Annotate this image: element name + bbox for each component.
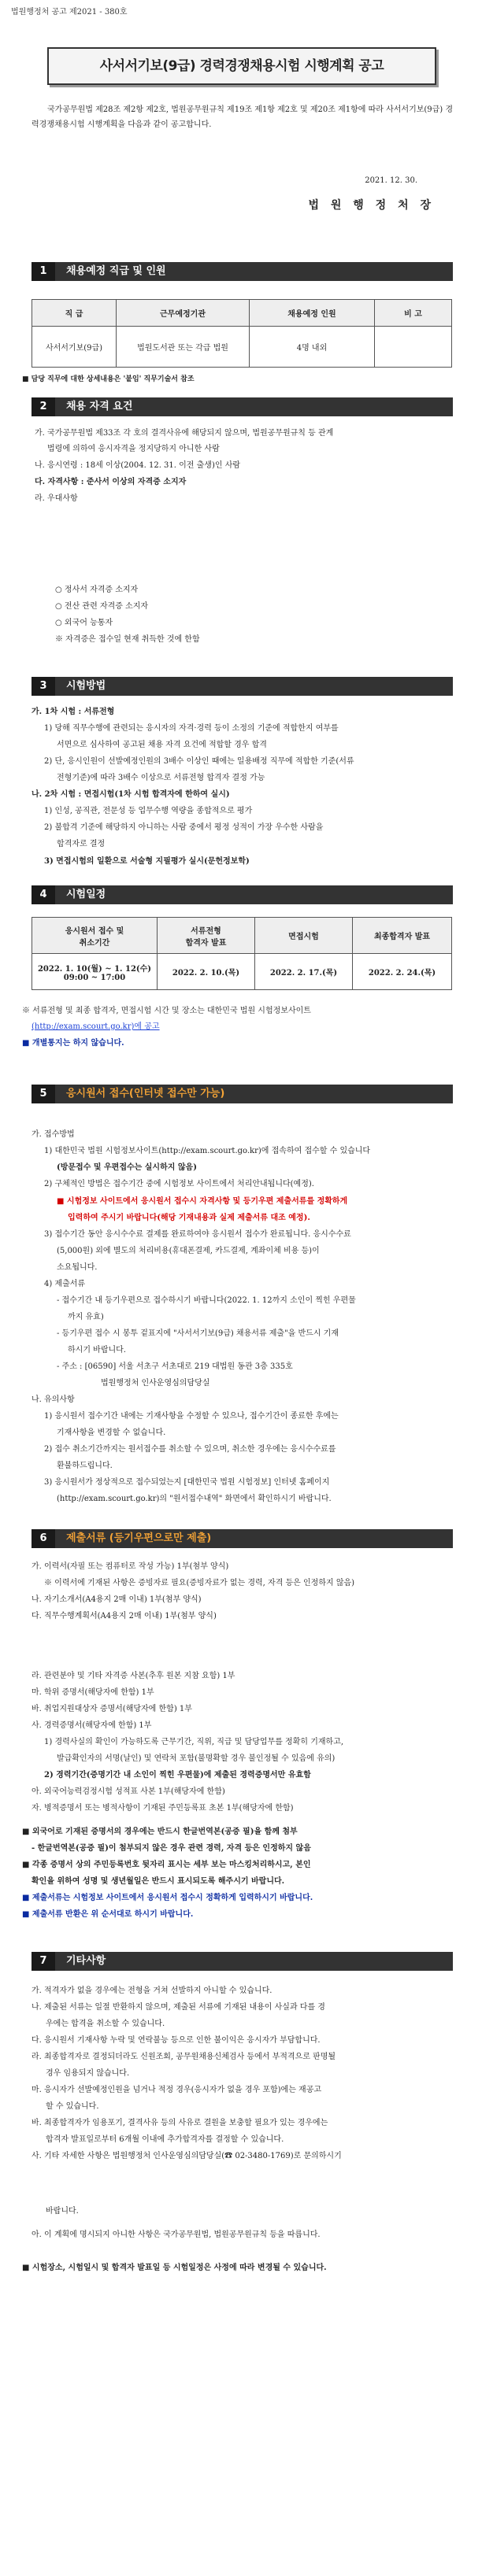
position-table <box>32 299 452 368</box>
exam-site-link[interactable]: (http://exam.scourt.go.kr)에 공고 <box>32 1022 160 1031</box>
misc-line: 나. 제출된 서류는 일절 반환하지 않으며, 제출된 서류에 기재된 내용이 사실과 다를 경 <box>32 2003 325 2012</box>
document-line: 2) 경력기간(증명기간 내 소인이 찍힌 우편물)에 제출된 경력증명서만 유효함 <box>44 1771 311 1780</box>
misc-line: 우에는 합격을 취소할 수 있습니다. <box>46 2020 165 2028</box>
application-line: 3) 접수기간 동안 응시수수료 결제를 완료하여야 응시원서 접수가 완료됩니다. 응시수수료 <box>44 1230 351 1239</box>
section-label: 시험일정 <box>66 889 106 900</box>
document-note: ■ 제출서류는 시험정보 사이트에서 응시원서 접수시 정확하게 입력하시기 바랍니다. <box>22 1894 313 1902</box>
method-line: 전형기준)에 따라 3배수 이상으로 서류전형 합격자 결정 가능 <box>57 774 265 782</box>
document-note: - 한글번역본(공증 필)이 첨부되지 않은 경우 관련 경력, 자격 등은 인정하지 않음 <box>32 1844 311 1853</box>
section-header-5 <box>32 1085 453 1103</box>
signer: 법 원 행 정 처 장 <box>308 199 435 212</box>
misc-line: 가. 적격자가 없을 경우에는 전형을 거쳐 선발하지 아니할 수 있습니다. <box>32 1987 273 1995</box>
method-line: 합격자로 결정 <box>57 840 106 848</box>
section-label: 시험방법 <box>66 680 106 692</box>
application-line: 소요됩니다. <box>57 1263 98 1272</box>
misc-line: 경우 임용되지 않습니다. <box>46 2069 130 2078</box>
document-line: 마. 학위 증명서(해당자에 한함) 1부 <box>32 1688 154 1697</box>
announcement-number: 법원행정처 공고 제2021 - 380호 <box>11 8 128 17</box>
document-line: 사. 경력증명서(해당자에 한함) 1부 <box>32 1721 152 1730</box>
eligibility-line: 나. 응시연령 : 18세 이상(2004. 12. 31. 이전 출생)인 사람 <box>35 461 241 470</box>
section-number: 7 <box>32 1952 55 1971</box>
application-line: 2) 접수 취소기간까지는 원서접수를 취소할 수 있으며, 취소한 경우에는 응시수수료를 <box>44 1445 336 1454</box>
application-line: 하시기 바랍니다. <box>68 1346 126 1355</box>
section-label: 채용 자격 요건 <box>66 401 133 412</box>
document-line: 라. 관련분야 및 기타 자격증 사본(추후 원본 지참 요함) 1부 <box>32 1672 235 1680</box>
table-cell: 2022. 2. 24.(목) <box>353 954 452 990</box>
document-line: 자. 병적증명서 또는 병적사항이 기재된 주민등록표 초본 1부(해당자에 한함) <box>32 1804 294 1813</box>
document-line: 다. 직무수행계획서(A4용지 2매 이내) 1부(첨부 양식) <box>32 1612 217 1621</box>
document-line: 바. 취업지원대상자 증명서(해당자에 한함) 1부 <box>32 1705 192 1713</box>
application-line: 가. 접수방법 <box>32 1130 75 1139</box>
application-line: 1) 대한민국 법원 시험정보사이트(http://exam.scourt.go.kr)에 접속하여 접수할 수 있습니다 <box>44 1147 371 1155</box>
application-line: 4) 제출서류 <box>44 1280 86 1288</box>
method-line: 나. 2차 시험 : 면접시험(1차 시험 합격자에 한하여 실시) <box>32 790 230 799</box>
eligibility-line: ○ 외국어 능통자 <box>55 619 113 627</box>
application-line: - 접수기간 내 등기우편으로 접수하시기 바랍니다(2022. 1. 12까지 소인이 찍힌 우편물 <box>57 1296 356 1305</box>
section-number: 6 <box>32 1529 55 1548</box>
announcement-date: 2021. 12. 30. <box>365 176 417 185</box>
misc-line: 다. 응시원서 기재사항 누락 및 연락불능 등으로 인한 불이익은 응시자가 부담합니다. <box>32 2036 321 2045</box>
section-label: 제출서류 (등기우편으로만 제출) <box>66 1532 212 1544</box>
table-header: 채용예정 인원 <box>250 300 375 327</box>
misc-line: 바랍니다. <box>46 2207 79 2216</box>
section-number: 1 <box>32 262 55 281</box>
application-line: 2) 구체적인 방법은 접수기간 중에 시험정보 사이트에서 처리안내됩니다(예정). <box>44 1180 314 1188</box>
method-line: 1) 인성, 공직관, 전문성 등 업무수행 역량을 종합적으로 평가 <box>44 807 253 815</box>
document-line: 가. 이력서(자필 또는 컴퓨터로 작성 가능) 1부(첨부 양식) <box>32 1562 229 1571</box>
misc-line: 마. 응시자가 선발예정인원을 넘거나 적정 경우(응시자가 없을 경우 포함)에는 재공고 <box>32 2086 322 2094</box>
application-line: 1) 응시원서 접수기간 내에는 기재사항을 수정할 수 있으나, 접수기간이 종료한 후에는 <box>44 1412 339 1421</box>
table-cell: 사서서기보(9급) <box>32 327 117 368</box>
section-label: 응시원서 접수(인터넷 접수만 가능) <box>66 1088 225 1100</box>
application-line: (방문접수 및 우편접수는 실시하지 않음) <box>57 1163 197 1172</box>
document-note: ■ 제출서류 반환은 위 순서대로 하시기 바랍니다. <box>22 1910 194 1919</box>
section-number: 4 <box>32 885 55 904</box>
table-header: 근무예정기관 <box>117 300 250 327</box>
section-number: 3 <box>32 677 55 696</box>
title-box <box>47 47 436 85</box>
application-line: - 등기우편 접수 시 봉투 겉표지에 "사서서기보(9급) 채용서류 제출"을 반드시 기재 <box>57 1329 339 1338</box>
eligibility-line: ○ 전산 관련 자격증 소지자 <box>55 602 149 611</box>
misc-line: 할 수 있습니다. <box>46 2102 99 2111</box>
eligibility-line: 법령에 의하여 응시자격을 정지당하지 아니한 사람 <box>47 445 220 453</box>
application-line: (5,000원) 외에 별도의 처리비용(휴대폰결제, 카드결제, 계좌이체 비용 등)이 <box>57 1247 320 1255</box>
application-line: 환불하드립니다. <box>57 1462 113 1470</box>
method-line: 가. 1차 시험 : 서류전형 <box>32 708 115 716</box>
section-header-2 <box>32 397 453 416</box>
section-header-1 <box>32 262 453 281</box>
intro-text: 국가공무원법 제28조 제2항 제2호, 법원공무원규칙 제19조 제1항 제2호 및 제20조 제1항에 따라 사서서기보(9급) 경력경쟁채용시험 시행계획을 다음과 같이 공고합니다. <box>32 105 454 129</box>
eligibility-line: 다. 자격사항 : 준사서 이상의 자격증 소지자 <box>35 478 187 486</box>
page-title: 사서서기보(9급) 경력경쟁채용시험 시행계획 공고 <box>99 58 384 74</box>
eligibility-line: 가. 국가공무원법 제33조 각 호의 결격사유에 해당되지 않으며, 법원공무원규칙 등 관계 <box>35 429 334 438</box>
table-cell: 2022. 2. 17.(목) <box>255 954 353 990</box>
application-line: 기재사항을 변경할 수 없습니다. <box>57 1428 166 1437</box>
document-note: 확인을 위하여 성명 및 생년월일은 반드시 표시되도록 해주시기 바랍니다. <box>32 1877 285 1886</box>
schedule-table <box>32 917 452 990</box>
method-line: 2) 단, 응시인원이 선발예정인원의 3배수 이상인 때에는 일용배정 직무에 적합한 기준(서류 <box>44 757 354 766</box>
document-note: ■ 외국어로 기재된 증명서의 경우에는 반드시 한글번역본(공증 필)을 함께 첨부 <box>22 1828 298 1836</box>
application-line: 나. 유의사항 <box>32 1395 75 1404</box>
section-number: 2 <box>32 397 55 416</box>
section-label: 채용예정 직급 및 인원 <box>66 265 166 277</box>
table-cell <box>375 327 452 368</box>
method-line: 3) 면접시험의 일환으로 서술형 지필평가 실시(문헌정보학) <box>44 857 250 866</box>
misc-line: 합격자 발표일로부터 6개월 이내에 추가합격자를 결정할 수 있습니다. <box>46 2135 284 2144</box>
document-line: 나. 자기소개서(A4용지 2매 이내) 1부(첨부 양식) <box>32 1595 202 1604</box>
section-header-4 <box>32 885 453 904</box>
document-line: 1) 경력사실의 확인이 가능하도록 근무기간, 직위, 직급 및 담당업무를 정확히 기재하고, <box>44 1738 344 1746</box>
misc-line: 사. 기타 자세한 사항은 법원행정처 인사운영심의담당실(☎ 02-3480-1769)로 문의하시기 <box>32 2152 342 2160</box>
table-cell: 법원도서관 또는 각급 법원 <box>117 327 250 368</box>
section-label: 기타사항 <box>66 1955 106 1967</box>
application-warning: ■ 시험정보 사이트에서 응시원서 접수시 자격사항 및 등기우편 제출서류를 정확하게 <box>57 1197 348 1206</box>
application-line: 까지 유효) <box>68 1313 104 1321</box>
misc-line: 라. 최종합격자로 결정되더라도 신원조회, 공무원채용신체검사 등에서 부적격으로 판명될 <box>32 2053 336 2061</box>
table-header: 면접시험 <box>255 918 353 954</box>
misc-line: 아. 이 계획에 명시되지 아니한 사항은 국가공무원법, 법원공무원규칙 등을 따릅니다. <box>32 2230 321 2239</box>
method-line: 2) 불합격 기준에 해당하지 아니하는 사람 중에서 평정 성적이 가장 우수한 사람을 <box>44 823 324 832</box>
table-header: 직 급 <box>32 300 117 327</box>
application-line: (http://exam.scourt.go.kr)의 "원서접수내역" 화면에서 확인하시기 바랍니다. <box>57 1495 332 1503</box>
document-line: 아. 외국어능력검정시험 성적표 사본 1부(해당자에 한함) <box>32 1787 225 1796</box>
table-note: ■ 담당 직무에 대한 상세내용은 '붙임' 직무기술서 참조 <box>22 375 195 383</box>
document-line: 발급확인자의 서명(날인) 및 연락처 포함(불명확할 경우 불인정될 수 있음에 유의) <box>57 1754 336 1763</box>
table-header: 최종합격자 발표 <box>353 918 452 954</box>
eligibility-line: 라. 우대사항 <box>35 494 78 503</box>
application-line: - 주소 : [06590] 서울 서초구 서초대로 219 대법원 동관 3층 335호 <box>57 1362 293 1371</box>
table-header: 비 고 <box>375 300 452 327</box>
schedule-note: ※ 서류전형 및 최종 합격자, 면접시험 시간 및 장소는 대한민국 법원 시험정보사이트 <box>22 1007 311 1015</box>
final-note: ■ 시험장소, 시험일시 및 합격자 발표일 등 시험일정은 사정에 따라 변경될 수 있습니다. <box>22 2264 327 2272</box>
table-header: 서류전형 합격자 발표 <box>158 918 255 954</box>
section-header-3 <box>32 677 453 696</box>
eligibility-line: ○ 정사서 자격증 소지자 <box>55 586 139 594</box>
section-header-6 <box>32 1529 453 1548</box>
application-line: 법원행정처 인사운영심의담당실 <box>101 1379 210 1388</box>
application-warning: 입력하여 주시기 바랍니다(해당 기재내용과 실제 제출서류 대조 예정). <box>68 1214 310 1222</box>
table-cell: 2022. 1. 10(월) ~ 1. 12(수) 09:00 ~ 17:00 <box>32 954 158 990</box>
application-line: 3) 응시원서가 정상적으로 접수되었는지 [대한민국 법원 시험정보] 인터넷 홈페이지 <box>44 1478 330 1487</box>
section-header-7 <box>32 1952 453 1971</box>
section-number: 5 <box>32 1085 55 1103</box>
document-line: ※ 이력서에 기재된 사항은 증빙자료 필요(증빙자료가 없는 경력, 자격 등은 인정하지 않음) <box>44 1579 355 1587</box>
method-line: 1) 당해 직무수행에 관련되는 응시자의 자격·경력 등이 소정의 기준에 적합한지 여부를 <box>44 724 339 733</box>
document-note: ■ 각종 증명서 상의 주민등록번호 뒷자리 표시는 세부 보는 마스킹처리하시고, 본인 <box>22 1861 311 1869</box>
misc-line: 바. 최종합격자가 임용포기, 결격사유 등의 사유로 결원을 보충할 필요가 있는 경우에는 <box>32 2119 328 2127</box>
eligibility-line: ※ 자격증은 접수일 현재 취득한 것에 한함 <box>55 635 200 644</box>
table-cell: 2022. 2. 10.(목) <box>158 954 255 990</box>
table-header: 응시원서 접수 및 취소기간 <box>32 918 158 954</box>
schedule-note: ■ 개별통지는 하지 않습니다. <box>22 1039 124 1048</box>
method-line: 서면으로 심사하여 공고된 채용 자격 요건에 적합할 경우 합격 <box>57 741 267 749</box>
table-cell: 4명 내외 <box>250 327 375 368</box>
